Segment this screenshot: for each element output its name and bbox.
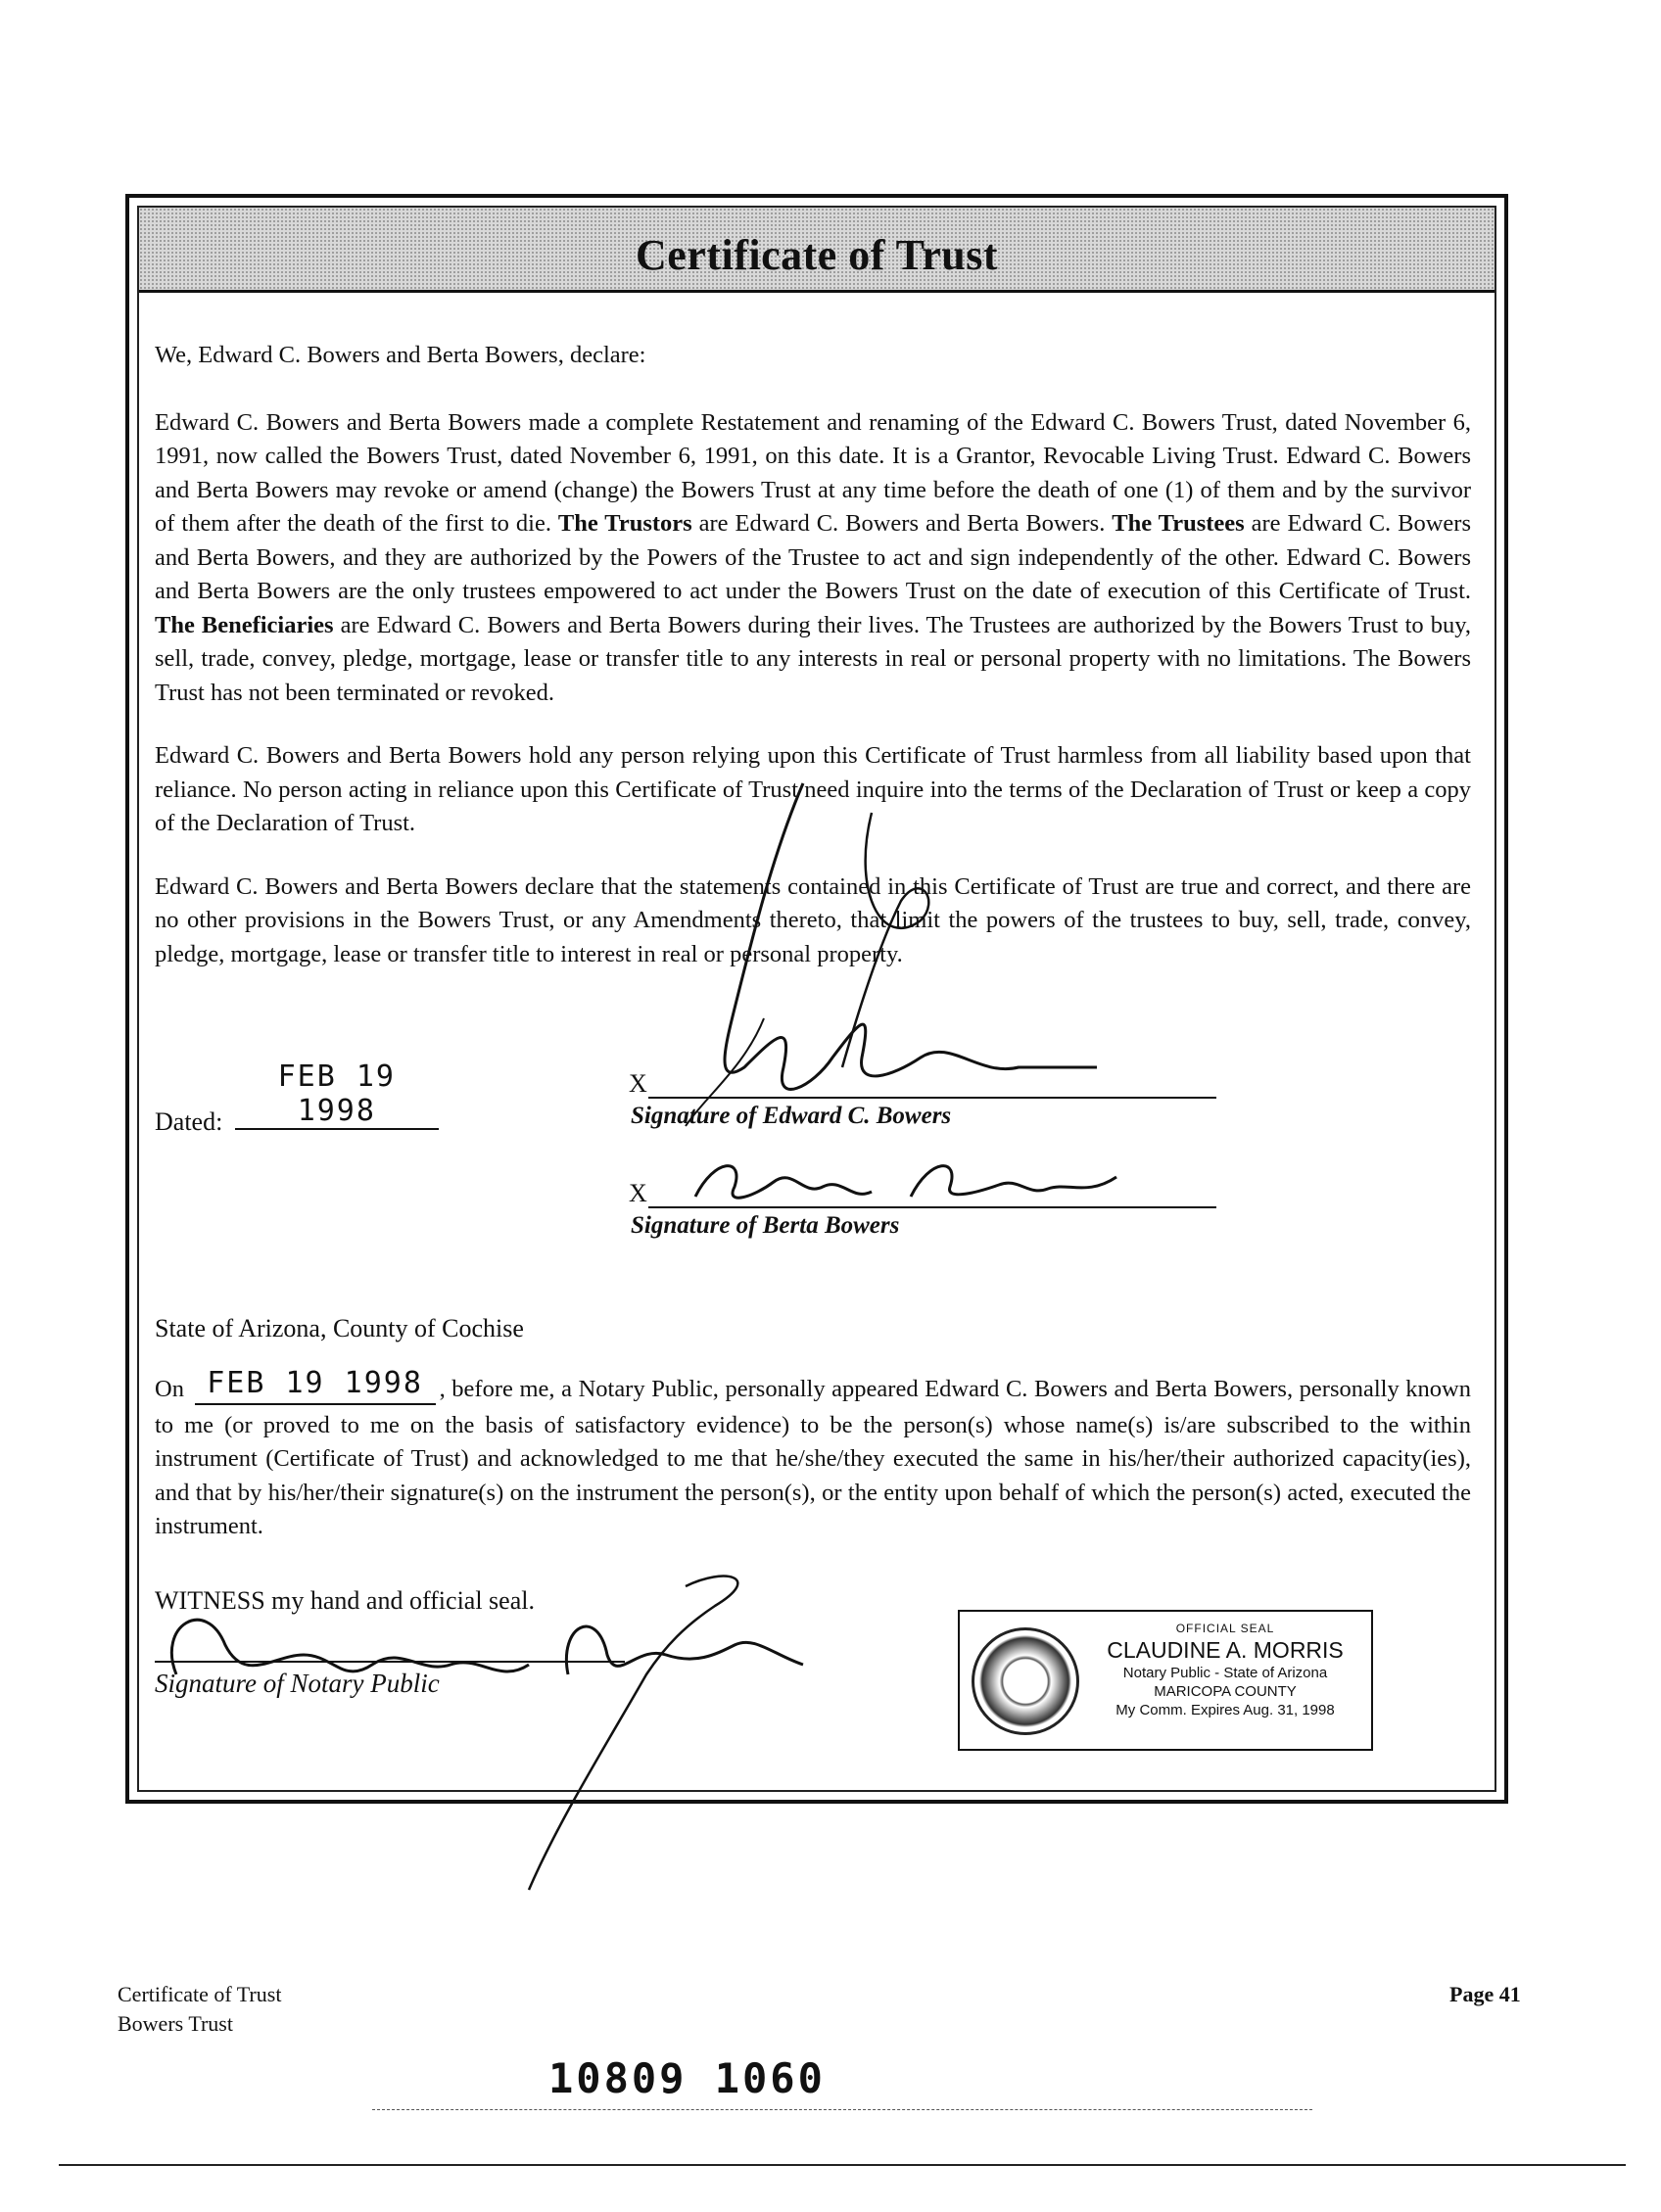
notary-text: , before me, a Notary Public, personally appeared Edward C. Bowers and Berta Bowers, personally known to me (or proved to me on the basis of satisfactory evidence) to be the person(s) whose name(s) is/are subscribed to the within instrument (Certificate of Trust) and acknowledged to me that he/she/they executed the same in his/her/their authorized capacity(ies), and that by his/her/their signature(s) on the instrument the person(s), or the entity upon behalf of which the person(s) acted, executed the instrument. [155, 1376, 1472, 1539]
state-county-line: State of Arizona, County of Cochise [155, 1314, 524, 1342]
footer-document-name [118, 1980, 281, 2039]
intro-paragraph: We, Edward C. Bowers and Berta Bowers, declare: [155, 342, 646, 368]
signature-caption: Signature of Edward C. Bowers [631, 1103, 952, 1129]
seal-notary-name: CLAUDINE A. MORRIS [1107, 1637, 1344, 1663]
state-seal-icon [972, 1627, 1079, 1735]
title-band [139, 208, 1495, 293]
signature-x-mark: X [629, 1069, 647, 1098]
certificate-body [155, 339, 1471, 1001]
restatement-paragraph [155, 406, 1471, 711]
notary-paragraph [155, 1366, 1472, 1544]
trustees-term: The Trustees [1112, 510, 1245, 537]
para1-text-c: are Edward C. Bowers and Berta Bowers, and they are authorized by the Powers of the Trustee to act and sign independently of the other. Edward C. Bowers and Berta Bowers are the only trustees empowered to act under the Bowers Trust on the date of execution of this Certificate of Trust. [155, 510, 1471, 604]
on-date-stamp: FEB 19 1998 [207, 1366, 423, 1400]
declaration-paragraph: Edward C. Bowers and Berta Bowers declare that the statements contained in this Certificate of Trust are true and correct, and there are no other provisions in the Bowers Trust, or any Amendments thereto, that limit the powers of the trustees to buy, sell, trade, convey, pledge, mortgage, lease or transfer title to interest in real or personal property. [155, 872, 1471, 967]
seal-county: MARICOPA COUNTY [1154, 1683, 1297, 1700]
notary-signature-line [155, 1661, 625, 1663]
certificate-inner-border [137, 206, 1496, 1792]
trustors-term: The Trustors [557, 510, 692, 537]
footer-line-1: Certificate of Trust [118, 1982, 282, 2006]
certificate-frame [125, 194, 1508, 1804]
para1-text-d: are Edward C. Bowers and Berta Bowers during their lives. The Trustees are authorized by the Bowers Trust to buy, sell, trade, convey, pledge, mortgage, lease or transfer title to any interests in real or personal property with no limitations. The Bowers Trust has not been terminated or revoked. [155, 611, 1472, 706]
page-number: Page 41 [1449, 1982, 1521, 2006]
on-label: On [155, 1376, 184, 1402]
dated-label: Dated: [155, 1107, 223, 1136]
seal-text [1085, 1622, 1365, 1719]
signature-caption: Signature of Berta Bowers [631, 1212, 900, 1239]
beneficiaries-term: The Beneficiaries [155, 611, 334, 638]
seal-notary-state: Notary Public - State of Arizona [1122, 1665, 1328, 1681]
notary-signature-caption: Signature of Notary Public [155, 1669, 440, 1698]
dated-row [155, 1059, 439, 1140]
dated-stamp: FEB 19 1998 [277, 1059, 396, 1128]
signature-berta [629, 1179, 1216, 1240]
signature-x-mark: X [629, 1179, 647, 1207]
signature-line [648, 1183, 1216, 1208]
signature-line [648, 1073, 1216, 1099]
page-base-rule [59, 2164, 1626, 2166]
dated-field [235, 1059, 439, 1130]
seal-heading: OFFICIAL SEAL [1175, 1622, 1275, 1635]
para1-text-a: Edward C. Bowers and Berta Bowers made a complete Restatement and renaming of the Edward C. Bowers Trust, dated November 6, 1991, now called the Bowers Trust, dated November 6, 1991, on this date. It is a Grantor, Revocable Living Trust. Edward C. Bowers and Berta Bowers may revoke or amend (change) the Bowers Trust at any time before the death of one (1) of them and by the survivor of them after the death of the first to die. [155, 408, 1471, 537]
document-title: Certificate of Trust [635, 231, 998, 279]
notary-seal-stamp [958, 1610, 1373, 1751]
recording-bottom-number: 10809 1060 [548, 2054, 826, 2102]
seal-commission-expiry: My Comm. Expires Aug. 31, 1998 [1115, 1702, 1335, 1718]
signature-edward [629, 1069, 1216, 1130]
reliance-paragraph: Edward C. Bowers and Berta Bowers hold any person relying upon this Certificate of Trust harmless from all liability based upon that reliance. No person acting in reliance upon this Certificate of Trust need inquire into the terms of the Declaration of Trust or keep a copy of the Declaration of Trust. [155, 742, 1471, 836]
bottom-dashed-rule [372, 2109, 1312, 2110]
footer-line-2: Bowers Trust [118, 2011, 233, 2036]
witness-line: WITNESS my hand and official seal. [155, 1586, 535, 1615]
on-date-field [195, 1367, 436, 1405]
para1-text-b: are Edward C. Bowers and Berta Bowers. [691, 510, 1113, 537]
